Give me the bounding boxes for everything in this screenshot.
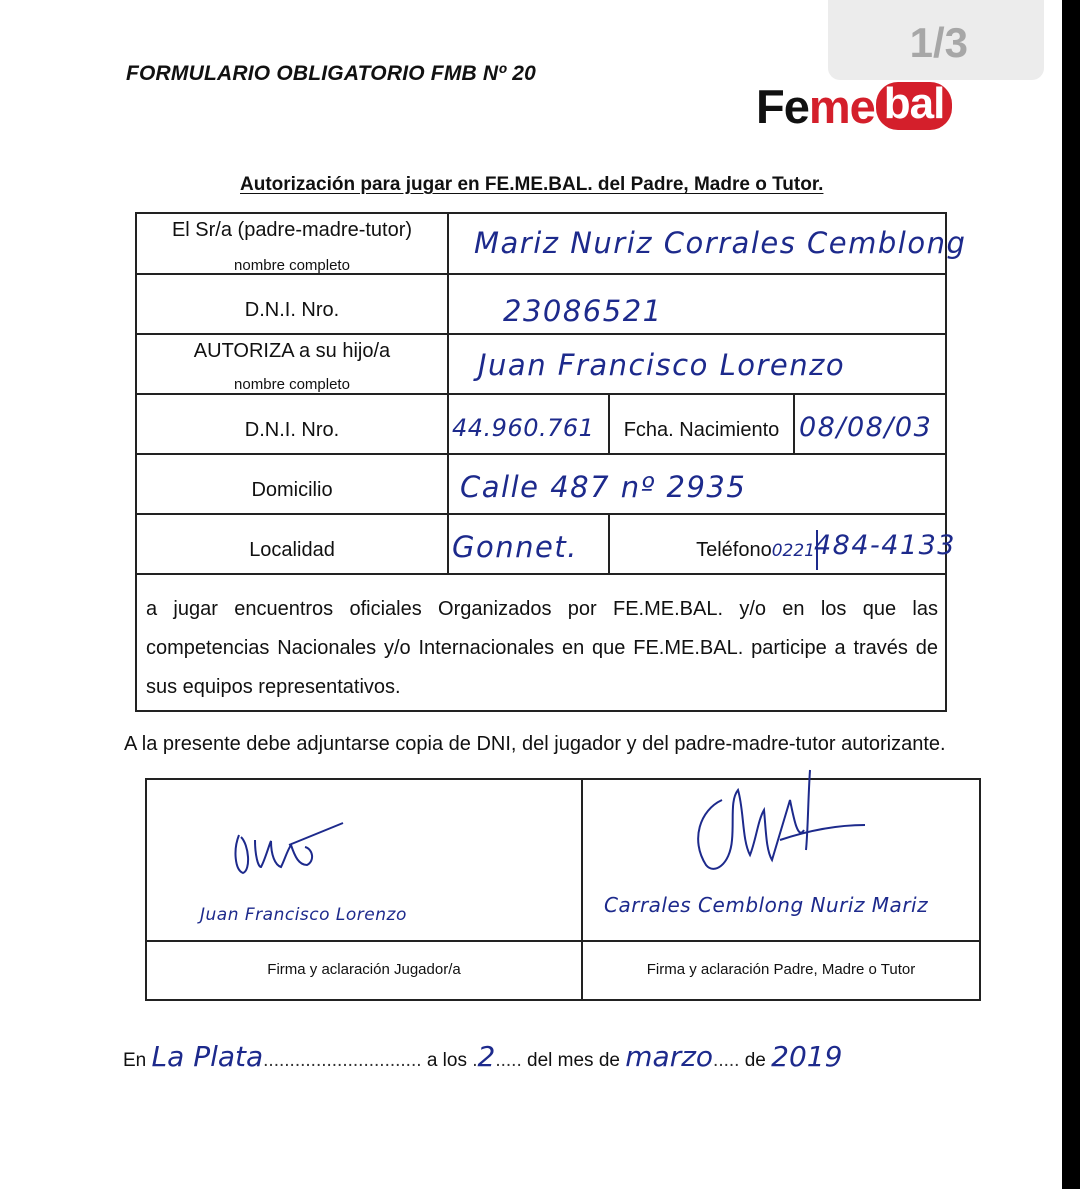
phone-prefix: 0221 xyxy=(771,541,815,561)
player-name-clarification: Juan Francisco Lorenzo xyxy=(200,905,407,925)
date-day: 2 xyxy=(477,1040,496,1073)
child-dni-label: D.N.I. Nro. xyxy=(244,419,340,441)
address-value: Calle 487 nº 2935 xyxy=(460,470,747,504)
address-label: Domicilio xyxy=(251,479,333,501)
child-dni-value: 44.960.761 xyxy=(452,414,595,442)
parent-label: El Sr/a (padre-madre-tutor) xyxy=(171,219,413,241)
parent-name-value: Mariz Nuriz Corrales Cemblong xyxy=(474,226,967,260)
player-signature-label: Firma y aclaración Jugador/a xyxy=(267,961,461,978)
date-place: La Plata xyxy=(151,1040,264,1073)
date-line: En La Plata.............................. a los .2..... del mes de marzo..... de 2019 xyxy=(123,1040,843,1073)
logo-text-fe: Fe xyxy=(756,79,809,133)
date-en-label: En xyxy=(123,1050,147,1071)
parent-dni-label: D.N.I. Nro. xyxy=(244,299,340,321)
child-name-hint: nombre completo xyxy=(234,376,350,393)
date-year: 2019 xyxy=(771,1040,843,1073)
phone-value: 484-4133 xyxy=(814,530,956,561)
dni-copy-note: A la presente debe adjuntarse copia de DNI, del jugador y del padre-madre-tutor autorizante. xyxy=(124,733,946,755)
child-label: AUTORIZA a su hijo/a xyxy=(193,340,391,362)
date-de-label: de xyxy=(744,1050,766,1071)
locality-label: Localidad xyxy=(249,539,335,561)
birth-date-value: 08/08/03 xyxy=(799,412,933,443)
player-signature-scribble xyxy=(225,815,355,885)
child-name-value: Juan Francisco Lorenzo xyxy=(478,348,846,382)
parent-name-clarification: Carrales Cemblong Nuriz Mariz xyxy=(604,893,929,917)
date-a-los-label: a los xyxy=(426,1050,467,1071)
locality-value: Gonnet. xyxy=(452,530,578,564)
birth-date-label: Fcha. Nacimiento xyxy=(623,419,780,441)
page-indicator: 1/3 xyxy=(828,0,1044,80)
parent-signature-scribble xyxy=(660,770,880,880)
logo-text-me: me xyxy=(808,79,875,133)
form-title: FORMULARIO OBLIGATORIO FMB Nº 20 xyxy=(126,62,536,85)
date-month: marzo xyxy=(625,1040,714,1073)
logo-text-bal: bal xyxy=(876,82,953,130)
parent-name-hint: nombre completo xyxy=(234,257,350,274)
authorization-text: a jugar encuentros oficiales Organizados por FE.ME.BAL. y/o en los que las competencias Nacionales y/o Internacionales en que FE.ME.BAL. participe a través de sus equipos representativos. xyxy=(146,598,938,698)
parent-signature-label: Firma y aclaración Padre, Madre o Tutor xyxy=(646,961,916,978)
document-subtitle: Autorización para jugar en FE.ME.BAL. del Padre, Madre o Tutor. xyxy=(240,174,824,195)
phone-label xyxy=(610,539,815,562)
phone-label-text: Teléfono xyxy=(696,539,772,561)
date-mes-label: del mes de xyxy=(527,1050,620,1071)
parent-dni-value: 23086521 xyxy=(503,294,663,328)
femebal-logo xyxy=(756,80,952,132)
